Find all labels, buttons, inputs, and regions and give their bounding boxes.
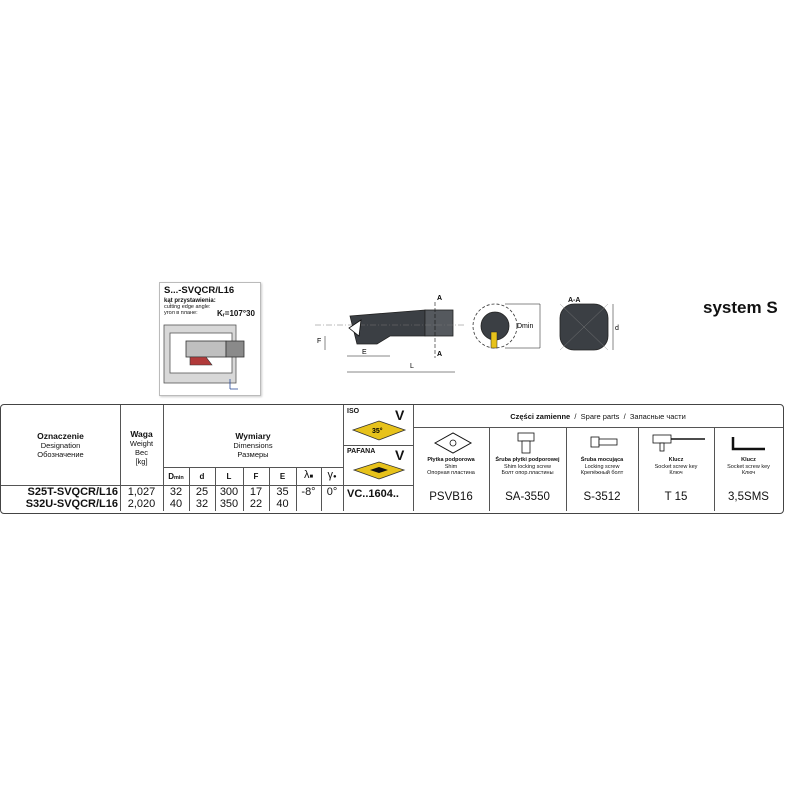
col-E: E <box>279 472 286 481</box>
dimensions-pl: Wymiary <box>235 431 271 441</box>
spare-parts-pl: Części zamienne <box>510 412 571 421</box>
col-Dmin <box>163 472 189 481</box>
system-label: system S <box>703 298 778 317</box>
row-weight: 2,020 <box>127 498 156 510</box>
col-L: L <box>226 472 232 481</box>
iso-insert-shape-icon <box>350 418 408 444</box>
spare-part-ru: Крепёжный болт <box>580 470 624 476</box>
row-Dmin: 32 <box>169 486 183 498</box>
spare-part-label <box>566 457 638 477</box>
dim-A-bottom-label: A <box>437 351 443 358</box>
cutting-angle-inset <box>159 282 261 396</box>
row-F: 17 <box>249 486 263 498</box>
spare-part-pl: Klucz <box>668 457 684 463</box>
inset-angle: Kᵣ=107°30 <box>217 309 255 318</box>
pafana-letter: V <box>395 447 405 463</box>
spare-part-value: PSVB16 <box>429 491 473 503</box>
dim-d-label: d <box>615 325 619 332</box>
weight-en: Weight <box>129 439 154 448</box>
spare-part-value: S-3512 <box>583 491 621 503</box>
spare-parts-title <box>413 412 783 421</box>
row-lambda: -8° <box>301 486 316 498</box>
designation-header <box>1 431 120 459</box>
col-lambda-symbol: λ <box>303 469 310 481</box>
weight-unit: [kg] <box>135 457 148 466</box>
spare-part-pl: Klucz <box>741 457 756 463</box>
row-L: 350 <box>219 498 239 510</box>
spare-part-label <box>714 457 783 477</box>
spare-part-label <box>638 457 714 477</box>
dim-F-label: F <box>317 338 322 345</box>
row-E: 40 <box>276 498 289 510</box>
spare-part-en: Shim <box>444 463 458 470</box>
iso-letter: V <box>395 407 405 423</box>
shim-screw-icon <box>510 431 546 455</box>
designation-en: Designation <box>40 441 81 450</box>
torx-key-icon <box>651 433 707 453</box>
spare-part-en: Shim locking screw <box>503 463 552 470</box>
spare-part-pl: Śruba płytki podporowej <box>495 457 560 463</box>
dim-Dmin-label: Dmin <box>517 323 534 330</box>
dimensions-header <box>163 431 343 459</box>
row-designation: S25T-SVQCR/L16 <box>27 486 118 498</box>
spare-parts-sep-2: / <box>623 412 626 421</box>
inset-label-ru: угол в плане: <box>164 310 198 316</box>
col-F: F <box>253 472 259 481</box>
dim-A-top-label: A <box>437 295 443 302</box>
row-L: 300 <box>219 486 239 498</box>
spare-parts-ru: Запасные части <box>629 412 686 421</box>
spare-part-value: T 15 <box>664 491 688 503</box>
inset-label-en: cutting edge angle: <box>164 304 211 310</box>
spare-part-pl: Śruba mocująca <box>580 457 624 463</box>
pafana-label: PAFANA <box>347 448 376 455</box>
weight-pl: Waga <box>130 429 153 439</box>
col-gamma-symbol: γ <box>327 469 333 481</box>
row-d: 25 <box>195 486 209 498</box>
iso-label: ISO <box>347 408 360 415</box>
spare-part-label <box>489 457 566 477</box>
spare-part-en: Socket screw key <box>727 463 770 470</box>
row-E: 35 <box>276 486 289 498</box>
col-Dmin-main: D <box>168 472 174 481</box>
col-gamma: γ● <box>327 469 337 481</box>
spare-parts-sep-1: / <box>574 412 577 421</box>
inset-title: S...-SVQCR/L16 <box>164 285 235 296</box>
dimensions-ru: Размеры <box>237 450 269 459</box>
spare-part-value: 3,5SMS <box>728 491 769 503</box>
spare-part-ru: Болт опор.пластины <box>501 470 554 476</box>
row-gamma: 0° <box>326 486 338 498</box>
designation-pl: Oznaczenie <box>37 431 84 441</box>
dim-E-label: E <box>362 349 367 356</box>
dim-L-label: L <box>410 363 414 370</box>
section-label: A-A <box>568 297 581 304</box>
spare-part-ru: Ключ <box>741 470 756 476</box>
pafana-insert-shape-icon <box>350 459 408 483</box>
spare-part-label <box>413 457 489 477</box>
product-table <box>0 404 784 514</box>
row-weight: 1,027 <box>127 486 156 498</box>
weight-ru: Вес <box>135 448 148 457</box>
row-d: 32 <box>195 498 209 510</box>
insert-angle: 35° <box>372 428 383 435</box>
spare-part-en: Socket screw key <box>654 463 698 470</box>
spare-part-ru: Опорная пластина <box>427 470 475 476</box>
spare-part-value: SA-3550 <box>505 491 550 503</box>
inset-label-pl: kąt przystawienia: <box>164 298 216 304</box>
row-designation: S32U-SVQCR/L16 <box>25 498 118 510</box>
spare-parts-en: Spare parts <box>580 412 620 421</box>
spare-part-pl: Płytka podporowa <box>427 457 475 463</box>
row-F: 22 <box>249 498 263 510</box>
col-Dmin-sub: min <box>174 475 184 481</box>
designation-ru: Обозначение <box>37 450 84 459</box>
dimensions-en: Dimensions <box>233 441 273 450</box>
insert-code: VC..1604.. <box>347 488 399 500</box>
spare-part-en: Locking screw <box>584 463 620 470</box>
spare-part-ru: Ключ <box>669 470 683 476</box>
row-Dmin: 40 <box>169 498 183 510</box>
hex-key-icon <box>729 433 769 453</box>
weight-header <box>120 429 163 466</box>
shim-icon <box>433 431 473 455</box>
col-d: d <box>199 472 205 481</box>
locking-screw-icon <box>585 433 621 455</box>
col-lambda: λ■ <box>303 469 314 481</box>
